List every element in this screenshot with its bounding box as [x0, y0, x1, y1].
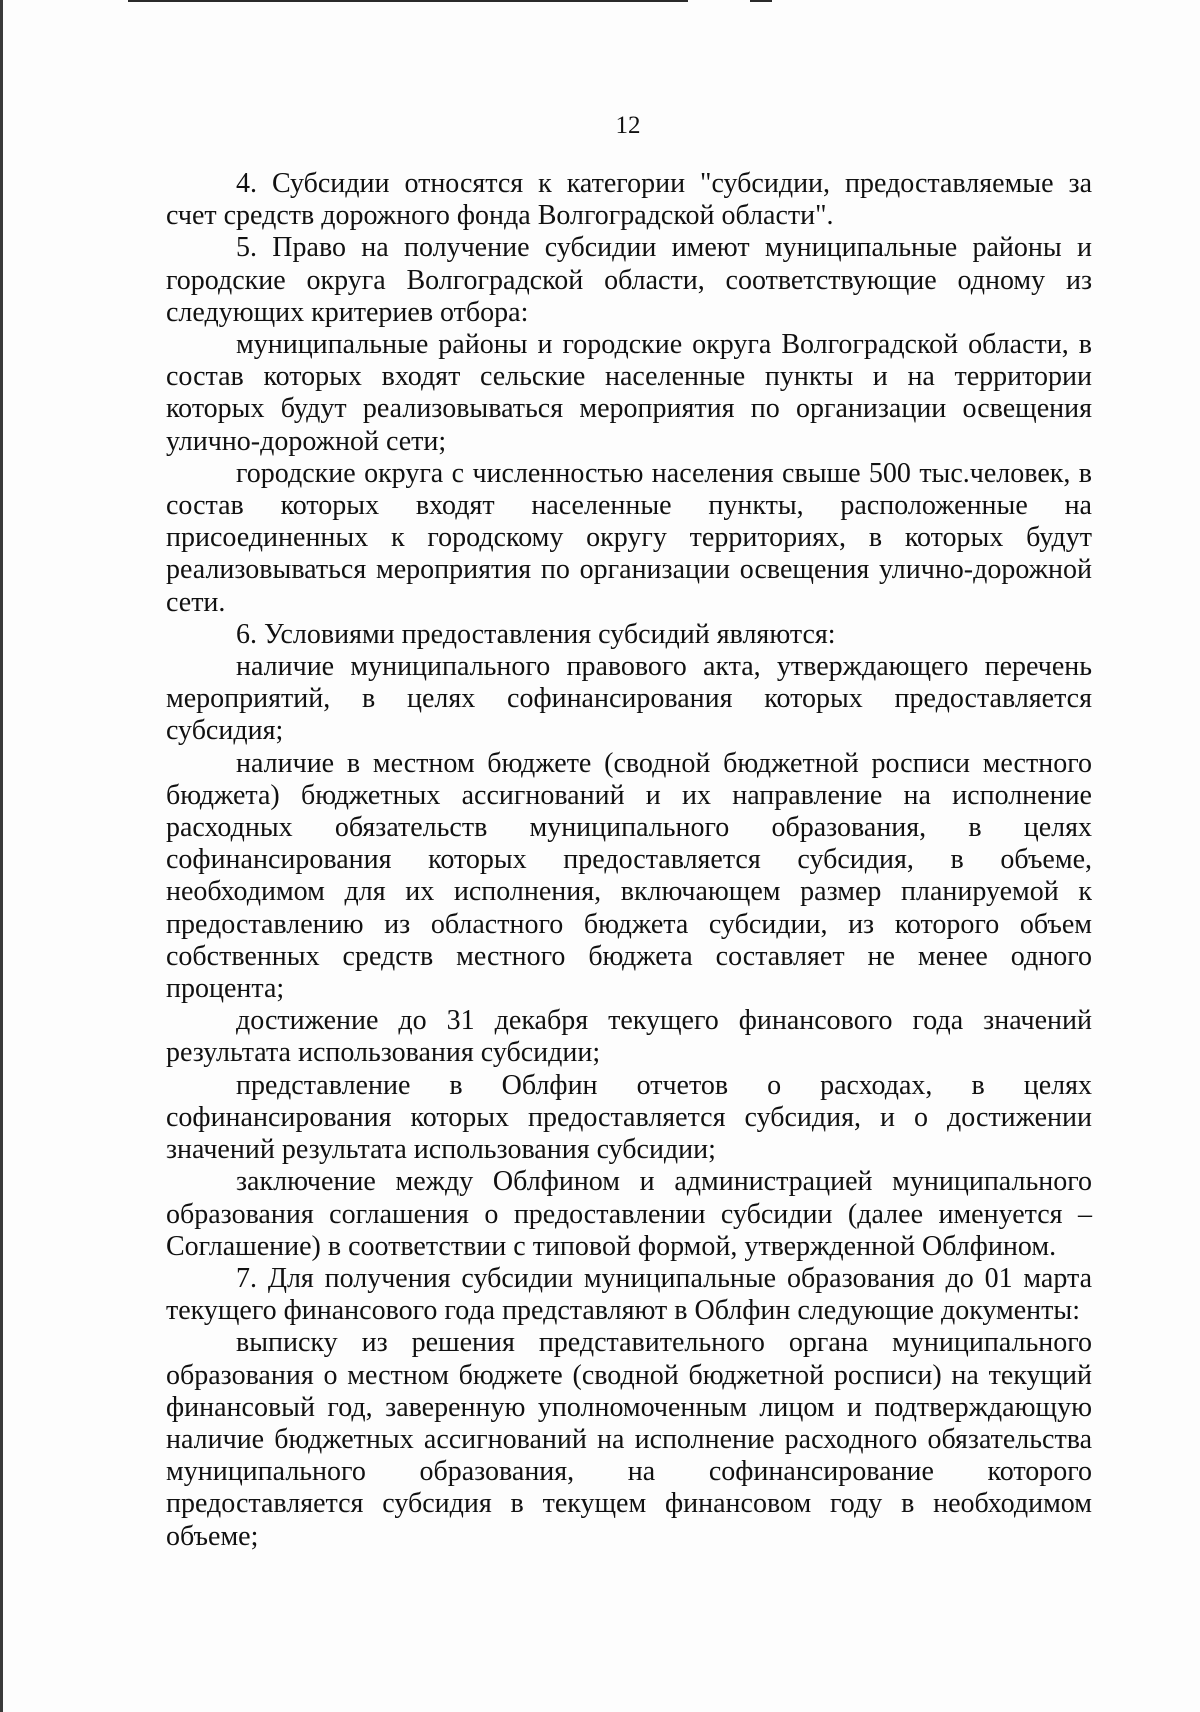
- condition-budget-allocations: наличие в местном бюджете (сводной бюджетной росписи местного бюджета) бюджетных ассигнований и их направление на исполнение расходных обязательств муниципального образования, в целях софинансирования которых предоставляется субсидия, в объеме, необходимом для их исполнения, включающем размер планируемой к предоставлению из областного бюджета субсидии, из которого объем собственных средств местного бюджета составляет не менее одного процента;: [166, 747, 1092, 1005]
- scan-edge: [0, 0, 3, 1712]
- top-rule: [128, 0, 688, 2]
- criterion-municipal-districts: муниципальные районы и городские округа Волгоградской области, в состав которых входят сельские населенные пункты и на территории которых будут реализовываться мероприятия по организации освещения улично-дорожной сети;: [166, 329, 1092, 457]
- condition-reports: представление в Облфин отчетов о расходах, в целях софинансирования которых предоставляется субсидия, и о достижении значений результата использования субсидии;: [166, 1069, 1092, 1166]
- paragraph-4: 4. Субсидии относятся к категории "субсидии, предоставляемые за счет средств дорожного фонда Волгоградской области".: [166, 168, 1092, 232]
- condition-agreement: заключение между Облфином и администрацией муниципального образования соглашения о предоставлении субсидии (далее именуется – Соглашение) в соответствии с типовой формой, утвержденной Облфином.: [166, 1166, 1092, 1262]
- top-rule-short: [750, 0, 772, 2]
- paragraph-5: 5. Право на получение субсидии имеют муниципальные районы и городские округа Волгоградской области, соответствующие одному из следующих критериев отбора:: [166, 232, 1092, 328]
- document-budget-extract: выписку из решения представительного органа муниципального образования о местном бюджете (сводной бюджетной росписи) на текущий финансовый год, заверенную уполномоченным лицом и подтверждающую наличие бюджетных ассигнований на исполнение расходного обязательства муниципального образования, на софинансирование которого предоставляется субсидия в текущем финансовом году в необходимом объеме;: [166, 1327, 1092, 1552]
- paragraph-6: 6. Условиями предоставления субсидий являются:: [236, 618, 836, 650]
- condition-legal-act: наличие муниципального правового акта, утверждающего перечень мероприятий, в целях софинансирования которых предоставляется субсидия;: [166, 651, 1092, 747]
- page-number: 12: [615, 112, 641, 139]
- document-body: [166, 168, 1092, 1553]
- criterion-city-districts: городские округа с численностью населения свыше 500 тыс.человек, в состав которых входят населенные пункты, расположенные на присоединенных к городскому округу территориях, в которых будут реализовываться мероприятия по организации освещения улично-дорожной сети.: [166, 457, 1092, 618]
- paragraph-7: 7. Для получения субсидии муниципальные образования до 01 марта текущего финансового года представляют в Облфин следующие документы:: [166, 1262, 1092, 1327]
- condition-result-achievement: достижение до 31 декабря текущего финансового года значений результата использования субсидии;: [166, 1005, 1092, 1069]
